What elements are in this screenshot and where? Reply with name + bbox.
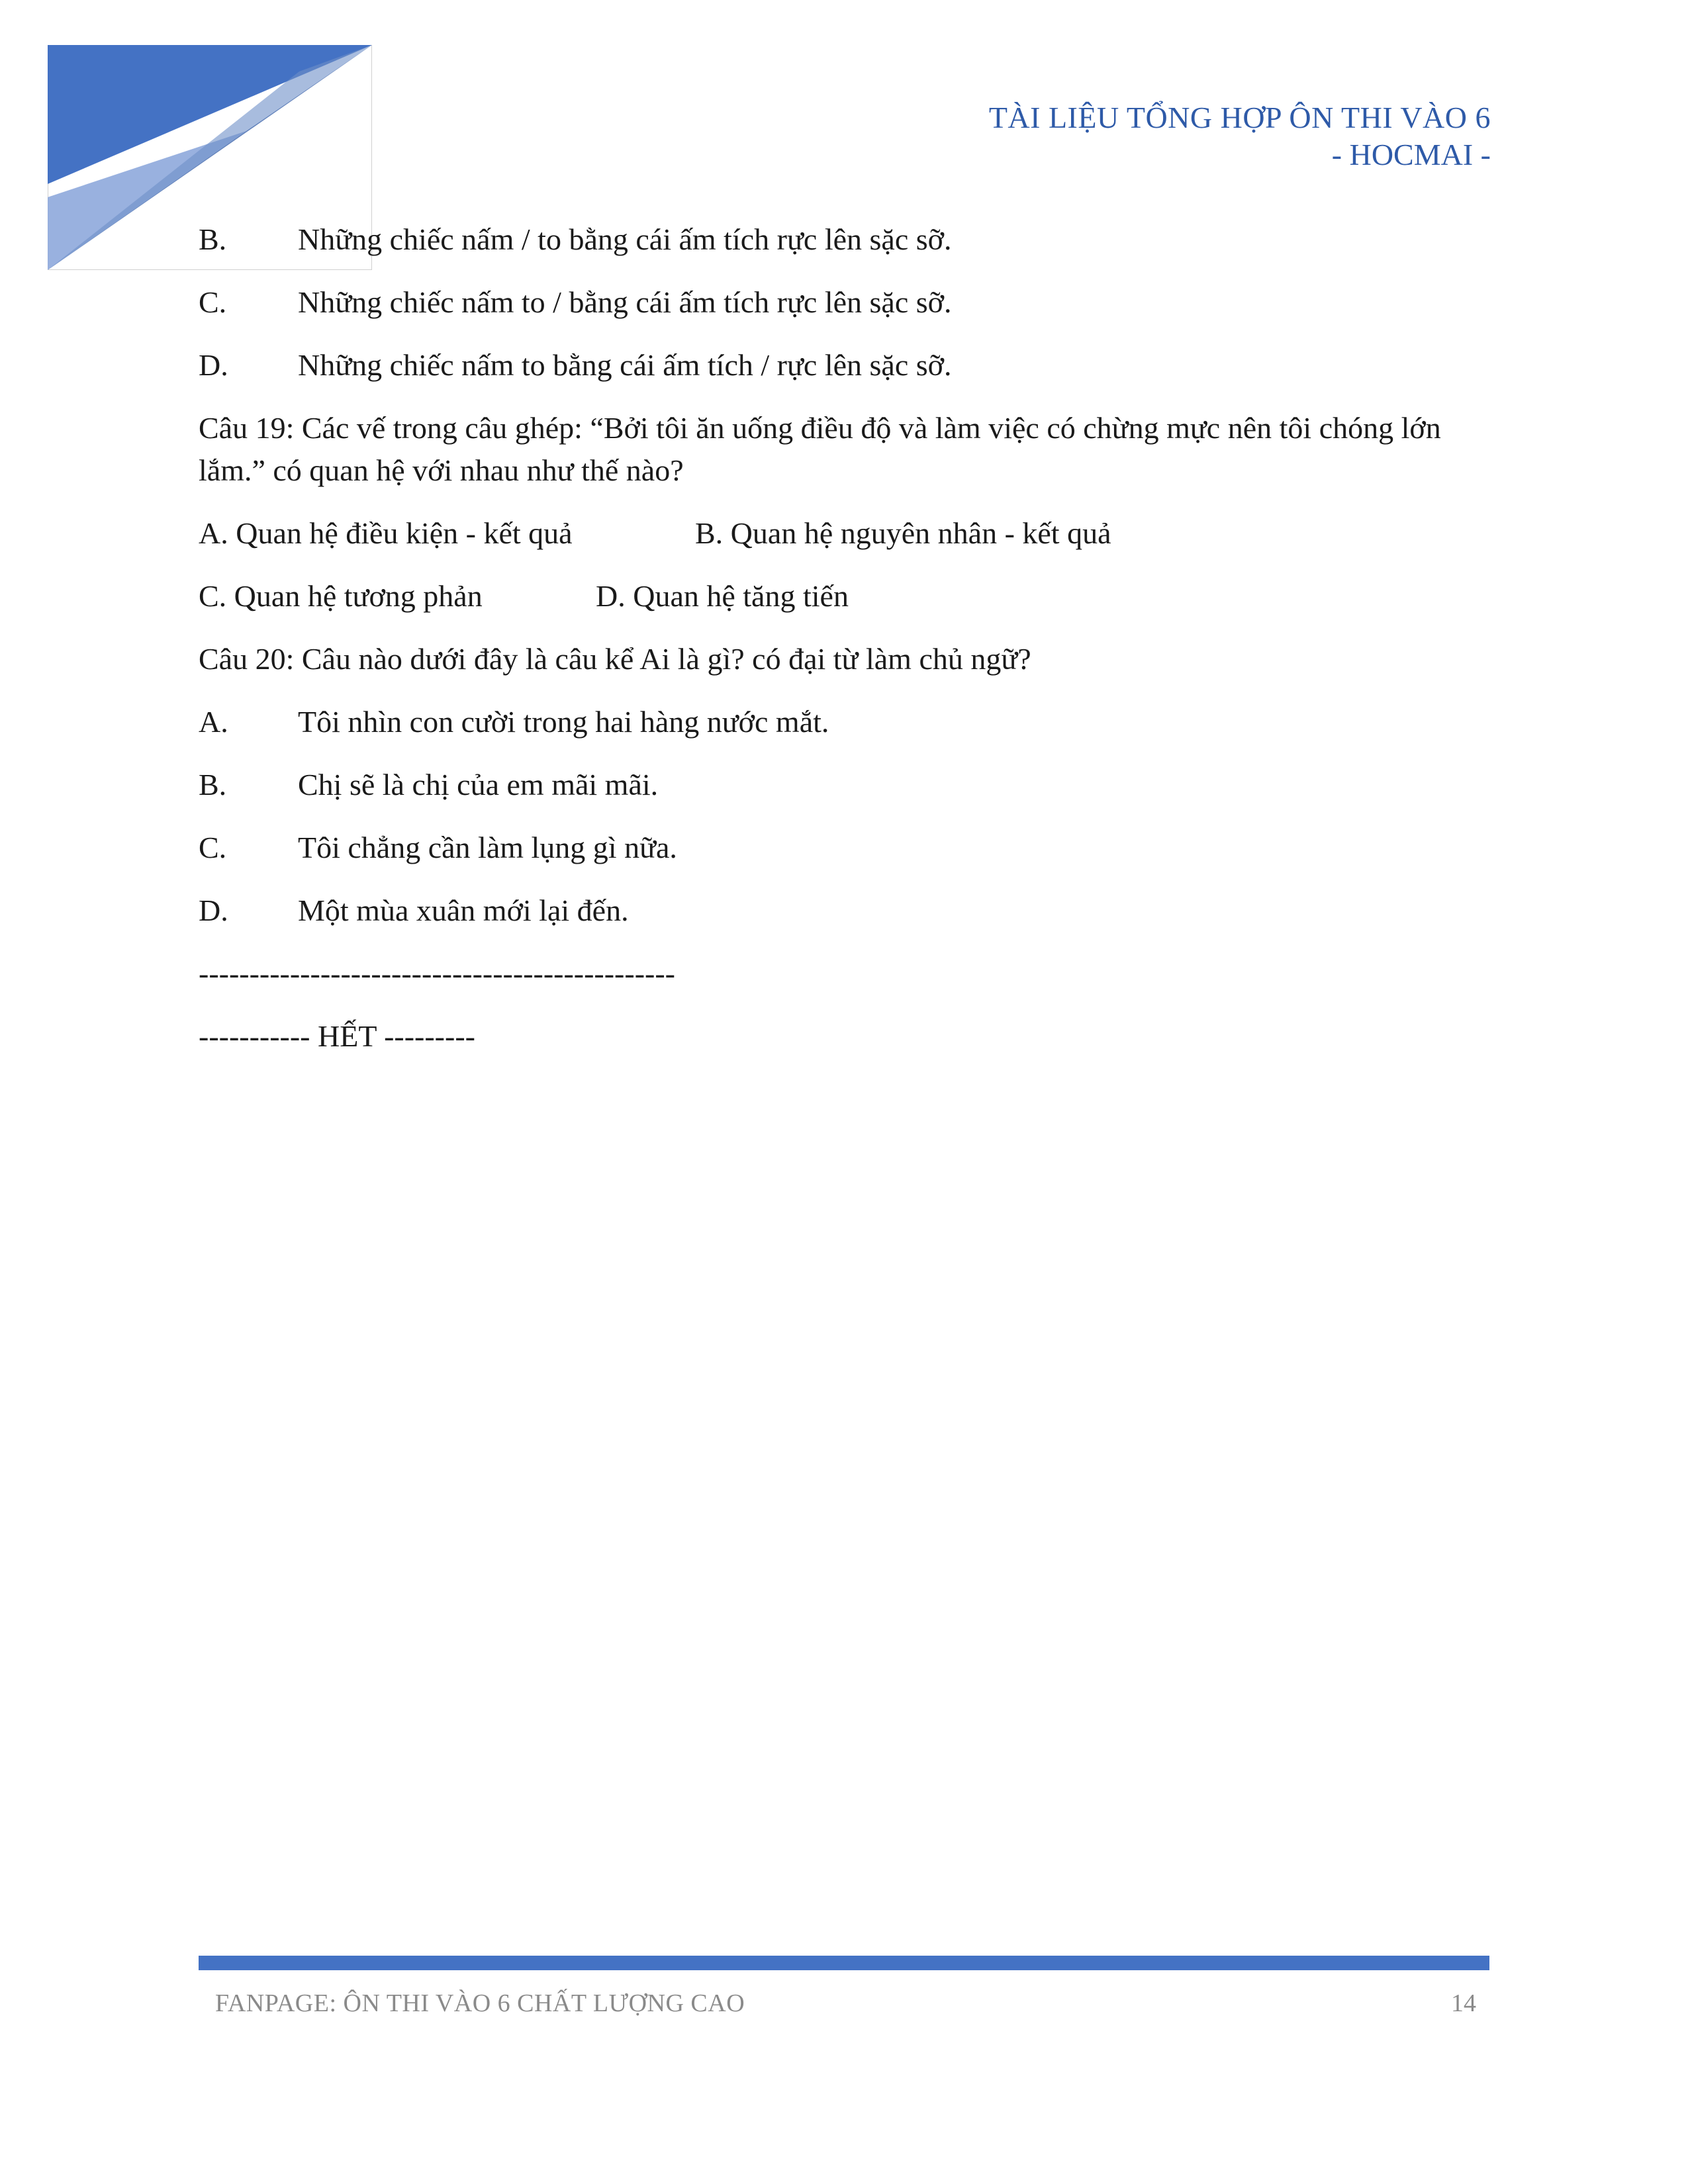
q20-option-d	[199, 889, 1489, 932]
option-text: Một mùa xuân mới lại đến.	[298, 893, 629, 927]
q19-option-b: B. Quan hệ nguyên nhân - kết quả	[695, 516, 1111, 550]
option-text: Những chiếc nấm to bằng cái ấm tích / rực lên sặc sỡ.	[298, 348, 952, 382]
footer-fanpage: FANPAGE: ÔN THI VÀO 6 CHẤT LƯỢNG CAO	[215, 1989, 745, 2017]
option-text: Những chiếc nấm / to bằng cái ấm tích rực lên sặc sỡ.	[298, 222, 952, 256]
option-letter: A.	[199, 705, 228, 739]
q20-option-b	[199, 764, 1489, 806]
page-content	[199, 218, 1489, 1078]
option-text: Những chiếc nấm to / bằng cái ấm tích rực lên sặc sỡ.	[298, 285, 952, 319]
q19-option-d: D. Quan hệ tăng tiến	[596, 579, 849, 613]
q19-options-row-1	[199, 512, 1489, 555]
header-subtitle: - HOCMAI -	[1331, 138, 1491, 171]
q19-question: Câu 19: Các vế trong câu ghép: “Bởi tôi ăn uống điều độ và làm việc có chừng mực nên tôi chóng lớn lắm.” có quan hệ với nhau như thế nào?	[199, 411, 1441, 487]
option-text: Chị sẽ là chị của em mãi mãi.	[298, 768, 659, 801]
footer-bar	[199, 1956, 1489, 1970]
option-letter: D.	[199, 893, 228, 927]
option-letter: D.	[199, 348, 228, 382]
separator-line: -----------------------------------------------	[199, 956, 675, 990]
option-letter: B.	[199, 768, 227, 801]
q18-option-b	[199, 218, 1489, 261]
header-title: TÀI LIỆU TỔNG HỢP ÔN THI VÀO 6	[988, 101, 1491, 134]
option-text: Tôi chẳng cần làm lụng gì nữa.	[298, 831, 677, 864]
q18-option-d	[199, 344, 1489, 387]
q19-options-row-2	[199, 575, 1489, 617]
q19-option-c: C. Quan hệ tương phản	[199, 579, 483, 613]
end-marker: ----------- HẾT ---------	[199, 1019, 475, 1053]
page-number: 14	[1451, 1989, 1476, 2017]
q19-option-a: A. Quan hệ điều kiện - kết quả	[199, 516, 573, 550]
q20-question: Câu 20: Câu nào dưới đây là câu kể Ai là gì? có đại từ làm chủ ngữ?	[199, 642, 1031, 676]
q20-option-c	[199, 827, 1489, 869]
q18-option-c	[199, 281, 1489, 324]
option-letter: C.	[199, 285, 227, 319]
option-letter: C.	[199, 831, 227, 864]
document-header	[989, 99, 1491, 173]
q20-option-a	[199, 701, 1489, 743]
option-text: Tôi nhìn con cười trong hai hàng nước mắt.	[298, 705, 829, 739]
option-letter: B.	[199, 222, 227, 256]
